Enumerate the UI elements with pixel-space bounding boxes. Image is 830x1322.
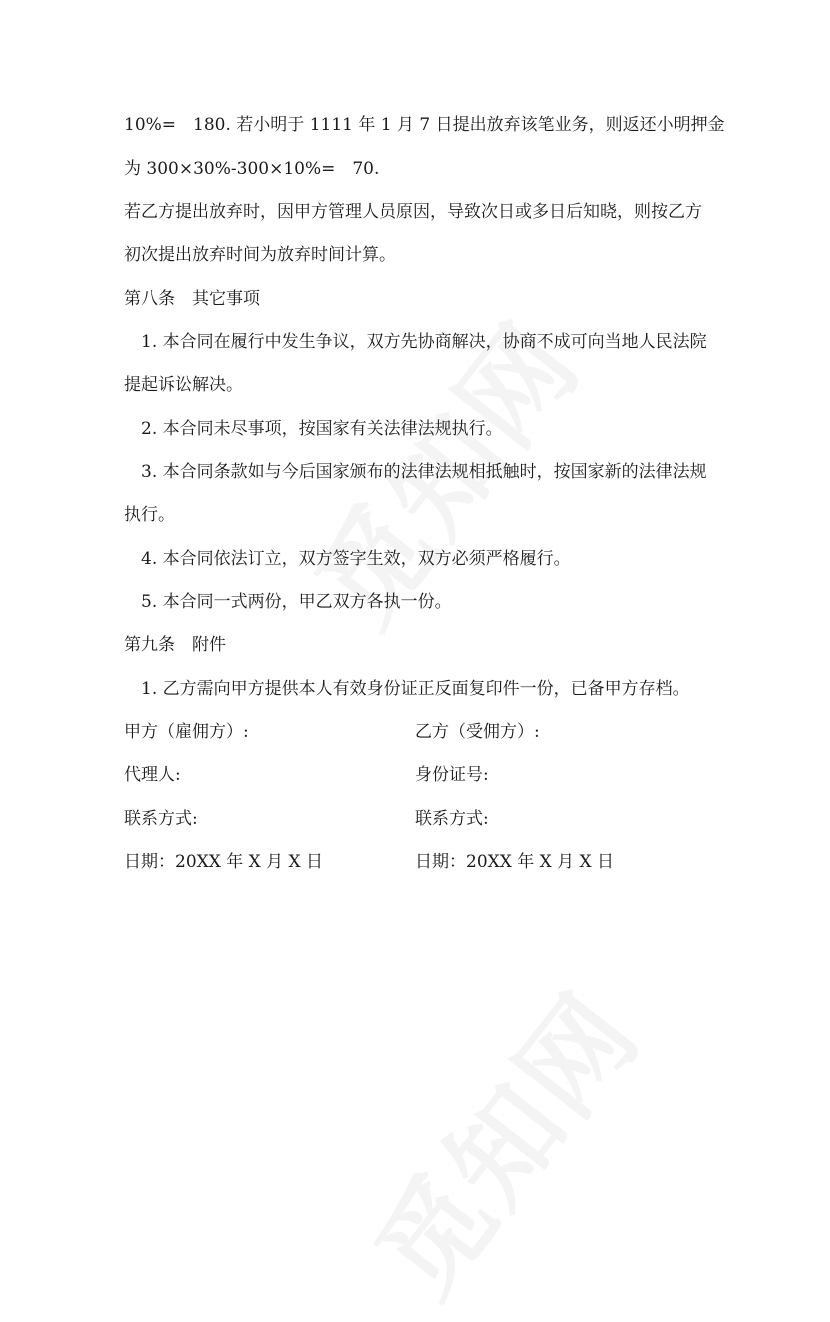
article-8-item-2: 2. 本合同未尽事项，按国家有关法律法规执行。 [141,419,503,439]
contact-b-label: 联系方式: [415,809,489,829]
article-9-item-1: 1. 乙方需向甲方提供本人有效身份证正反面复印件一份，已备甲方存档。 [141,679,690,699]
id-number-label: 身份证号: [415,765,489,785]
date-a-label: 日期：20XX 年 X 月 X 日 [124,852,324,872]
article-8-item-1: 1. 本合同在履行中发生争议，双方先协商解决，协商不成可向当地人民法院 [141,332,707,352]
article-8-item-3-cont: 执行。 [124,505,175,525]
paragraph-line: 若乙方提出放弃时，因甲方管理人员原因，导致次日或多日后知晓，则按乙方 [124,202,702,222]
article-8-heading: 第八条 其它事项 [124,289,260,309]
article-9-heading: 第九条 附件 [124,635,226,655]
paragraph-line: 10%= 180. 若小明于 1111 年 1 月 7 日提出放弃该笔业务，则返还小明押金 [124,115,725,135]
party-a-label: 甲方（雇佣方）: [124,722,249,742]
article-8-item-5: 5. 本合同一式两份，甲乙双方各执一份。 [141,592,452,612]
article-8-item-4: 4. 本合同依法订立，双方签字生效，双方必须严格履行。 [141,549,571,569]
article-8-item-1-cont: 提起诉讼解决。 [124,375,243,395]
article-8-item-3: 3. 本合同条款如与今后国家颁布的法律法规相抵触时，按国家新的法律法规 [141,462,707,482]
paragraph-line: 为 300×30%-300×10%= 70. [124,159,380,179]
date-b-label: 日期：20XX 年 X 月 X 日 [415,852,615,872]
party-b-label: 乙方（受佣方）: [415,722,540,742]
watermark [333,956,668,1322]
agent-label: 代理人: [124,765,181,785]
paragraph-line: 初次提出放弃时间为放弃时间计算。 [124,245,396,265]
contact-a-label: 联系方式: [124,809,198,829]
